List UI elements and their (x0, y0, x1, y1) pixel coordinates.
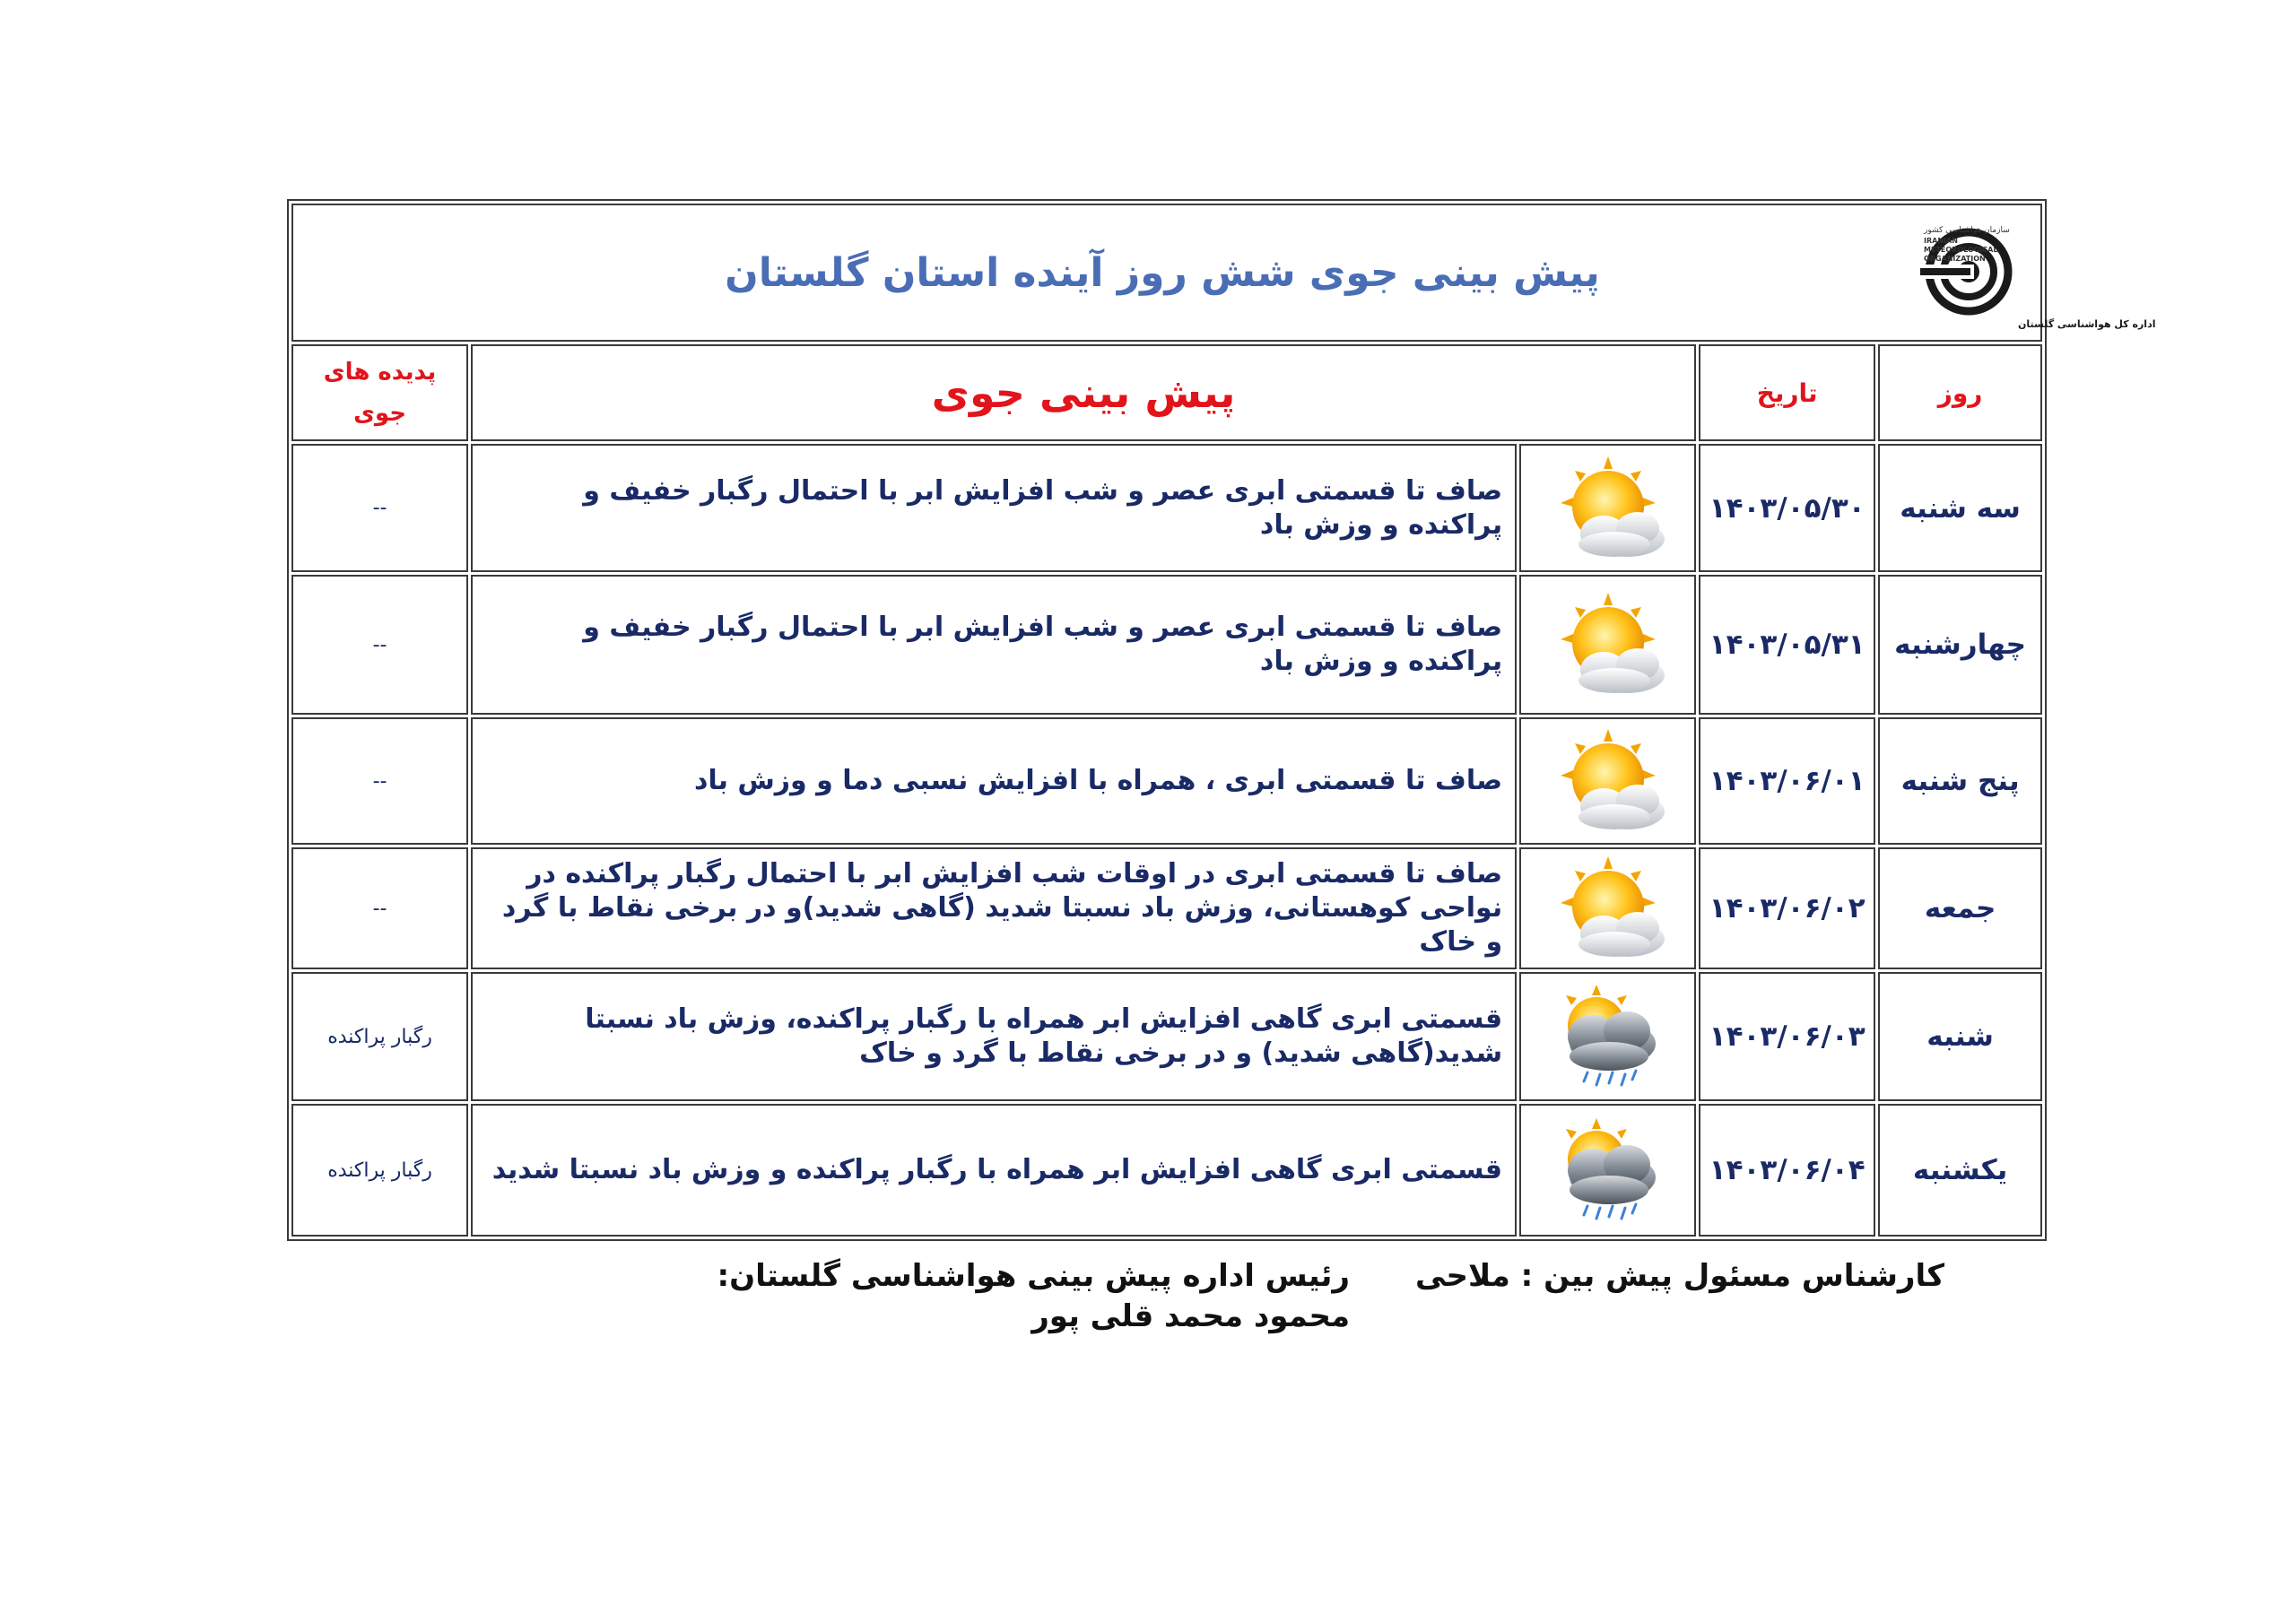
table-row (291, 444, 2042, 572)
meteorology-logo (1834, 213, 2156, 333)
row-date: ۱۴۰۳/۰۵/۳۰ (1699, 444, 1875, 572)
row-day: یکشنبه (1878, 1104, 2042, 1237)
row-phenomena: -- (291, 575, 468, 715)
logo-org-en-1: IRANIAN (1924, 237, 1958, 245)
logo-org-fa: سازمان هواشناسی کشور (1924, 226, 2010, 235)
partly-cloudy-sun-icon (1541, 451, 1675, 566)
row-weather-icon-cell (1519, 972, 1696, 1101)
row-date: ۱۴۰۳/۰۶/۰۳ (1699, 972, 1875, 1101)
row-weather-icon-cell (1519, 575, 1696, 715)
col-header-date: تاریخ (1699, 344, 1875, 441)
row-date: ۱۴۰۳/۰۶/۰۴ (1699, 1104, 1875, 1237)
row-description: قسمتی ابری گاهی افزایش ابر همراه با رگبار پراکنده، وزش باد نسبتا شدید(گاهی شدید) و در برخی نقاط با گرد و خاک (471, 972, 1517, 1101)
row-phenomena: -- (291, 847, 468, 969)
title-cell (291, 204, 2156, 342)
col-header-phenomena (291, 344, 468, 441)
office-head-name: محمود محمد قلی پور (1031, 1298, 1350, 1334)
col-header-phenomena-line1: پدیده های (323, 359, 437, 386)
table-row (291, 1104, 2042, 1237)
row-weather-icon-cell (1519, 1104, 1696, 1237)
cloudy-rain-icon (1541, 979, 1675, 1094)
row-weather-icon-cell (1519, 717, 1696, 845)
row-description: صاف تا قسمتی ابری عصر و شب افزایش ابر با احتمال رگبار خفیف و پراکنده و وزش باد (471, 444, 1517, 572)
logo-caption: اداره کل هواشناسی گلستان (2018, 318, 2156, 330)
row-phenomena: رگبار پراکنده (291, 1104, 468, 1237)
partly-cloudy-sun-icon (1541, 587, 1675, 702)
row-day: سه شنبه (1878, 444, 2042, 572)
row-phenomena: رگبار پراکنده (291, 972, 468, 1101)
row-description: صاف تا قسمتی ابری عصر و شب افزایش ابر با احتمال رگبار خفیف و پراکنده و وزش باد (471, 575, 1517, 715)
row-day: پنج شنبه (1878, 717, 2042, 845)
row-weather-icon-cell (1519, 444, 1696, 572)
cloudy-rain-icon (1541, 1113, 1675, 1228)
row-description: صاف تا قسمتی ابری در اوقات شب افزایش ابر با احتمال رگبار پراکنده در نواحی کوهستانی، وزش باد نسبتا شدید (گاهی شدید)و در برخی نقاط با گرد و خاک (471, 847, 1517, 969)
logo-org-en-3: ORGANIZATION (1924, 255, 1986, 263)
page-title: پیش بینی جوی شش روز آینده استان گلستان (725, 250, 1600, 296)
table-row (291, 575, 2042, 715)
row-weather-icon-cell (1519, 847, 1696, 969)
forecast-table (287, 199, 2156, 1241)
table-row (291, 717, 2042, 845)
table-row (291, 847, 2042, 969)
row-date: ۱۴۰۳/۰۶/۰۱ (1699, 717, 1875, 845)
office-head-label: رئیس اداره پیش بینی هواشناسی گلستان: (717, 1258, 1350, 1294)
forecaster-signature: کارشناس مسئول پیش بین : ملاحی (1415, 1258, 1944, 1294)
partly-cloudy-sun-icon (1541, 851, 1675, 966)
row-day: چهارشنبه (1878, 575, 2042, 715)
row-phenomena: -- (291, 717, 468, 845)
row-day: شنبه (1878, 972, 2042, 1101)
row-description: قسمتی ابری گاهی افزایش ابر همراه با رگبار پراکنده و وزش باد نسبتا شدید (471, 1104, 1517, 1237)
col-header-phenomena-line2: جوی (353, 400, 406, 427)
row-date: ۱۴۰۳/۰۵/۳۱ (1699, 575, 1875, 715)
col-header-day: روز (1878, 344, 2042, 441)
partly-cloudy-sun-icon (1541, 724, 1675, 838)
row-phenomena: -- (291, 444, 468, 572)
logo-org-en-2: METEOROLOGICAL (1924, 246, 1998, 254)
row-date: ۱۴۰۳/۰۶/۰۲ (1699, 847, 1875, 969)
row-day: جمعه (1878, 847, 2042, 969)
col-header-forecast: پیش بینی جوی (471, 344, 1696, 441)
row-description: صاف تا قسمتی ابری ، همراه با افزایش نسبی دما و وزش باد (471, 717, 1517, 845)
forecast-document (287, 199, 2156, 1241)
table-row (291, 972, 2042, 1101)
